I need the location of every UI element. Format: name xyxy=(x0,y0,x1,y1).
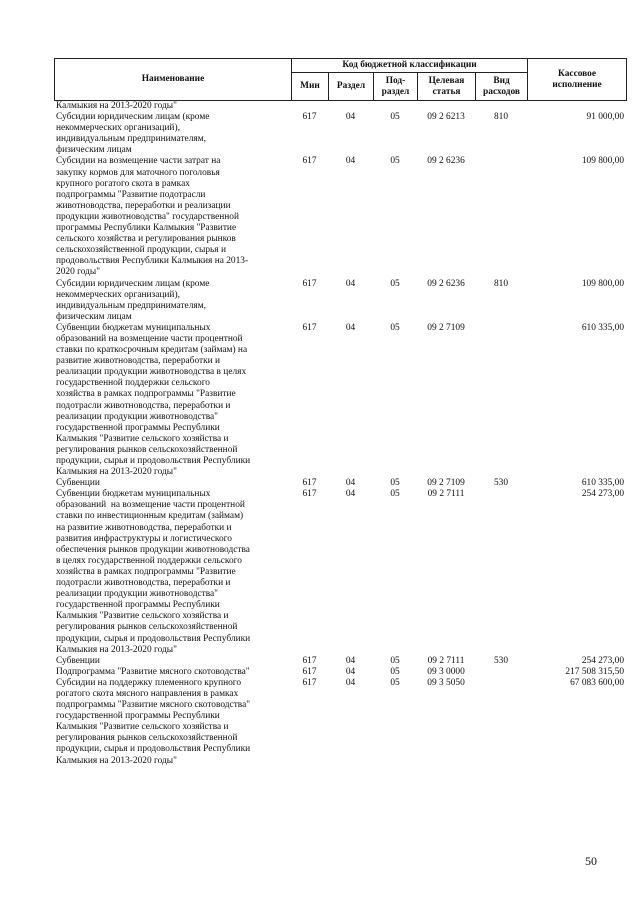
row-min: 617 xyxy=(302,666,317,677)
row-name: Субсидии юридическим лицам (кроме некоммерческих организаций), индивидуальным предпринимателям, физическим лицам xyxy=(56,112,210,156)
row-amount: 610 335,00 xyxy=(581,478,624,489)
row-razdel: 04 xyxy=(345,156,356,167)
row-celevaya: 09 3 5050 xyxy=(427,677,465,688)
row-celevaya: 09 2 6236 xyxy=(427,278,465,289)
row-name: Субвенции бюджетам муниципальных образований на возмещение части процентной ставки по краткосрочным кредитам (займам) на развитие животноводства, переработки и реализации продукции животноводства в целях государственной поддержки сельского хозяйства в рамках подпрограммы "Развитие подотрасли животноводства, переработки и реализации продукции животноводства" государственной программы Республики Калмыкия "Развитие сельского хозяйства и регулирования рынков сельскохозяйственной продукции, сырья и продовольствия Республики Калмыкия на 2013-2020 годы" xyxy=(56,322,251,478)
row-amount: 91 000,00 xyxy=(586,112,624,123)
row-celevaya: 09 2 6236 xyxy=(427,156,465,167)
row-vid: 810 xyxy=(493,112,509,123)
row-amount: 109 800,00 xyxy=(581,156,624,167)
row-name: Калмыкия на 2013-2020 годы" xyxy=(56,101,177,111)
row-min: 617 xyxy=(302,489,317,500)
row-vid: 530 xyxy=(493,478,509,489)
row-min: 617 xyxy=(302,278,317,289)
row-vid: 810 xyxy=(493,278,509,289)
page-number: 50 xyxy=(585,854,597,868)
table-body xyxy=(54,101,626,767)
header-celevaya: Целевая статья xyxy=(418,73,476,101)
table-row xyxy=(54,279,626,323)
row-podrazdel: 05 xyxy=(390,112,400,123)
header-min: Мин xyxy=(292,73,329,101)
table-row xyxy=(54,667,626,678)
row-name: Субвенции бюджетам муниципальных образований на возмещение части процентной ставки по инвестиционным кредитам (займам) на развитие животноводства, переработки и развития инфраструктуры и логистического обеспечения рынков продукции животноводства в целях государственной поддержки сельского хозяйства в рамках подпрограммы "Развитие подотрасли животноводства, переработки и реализации продукции животноводства" государственной программы Республики Калмыкия "Развитие сельского хозяйства и регулирования рынков сельскохозяйственной продукции, сырья и продовольствия Республики Калмыкия на 2013-2020 годы" xyxy=(56,489,251,655)
row-min: 617 xyxy=(302,478,317,489)
header-razdel: Раздел xyxy=(329,73,374,101)
header-code-group: Код бюджетной классификации xyxy=(292,59,528,73)
row-celevaya: 09 2 7111 xyxy=(427,655,465,666)
row-razdel: 04 xyxy=(345,677,356,688)
row-amount: 67 083 600,00 xyxy=(570,677,624,688)
row-podrazdel: 05 xyxy=(390,322,400,333)
row-min: 617 xyxy=(302,322,317,333)
table-row xyxy=(54,101,626,112)
row-min: 617 xyxy=(302,655,317,666)
row-razdel: 04 xyxy=(345,322,356,333)
row-podrazdel: 05 xyxy=(390,489,400,500)
row-amount: 217 508 315,50 xyxy=(565,666,624,677)
row-amount: 254 273,00 xyxy=(581,489,624,500)
row-podrazdel: 05 xyxy=(390,677,400,688)
row-amount: 254 273,00 xyxy=(581,655,624,666)
row-celevaya: 09 2 7111 xyxy=(427,489,465,500)
row-min: 617 xyxy=(302,677,317,688)
budget-table xyxy=(54,58,626,767)
row-podrazdel: 05 xyxy=(390,156,400,167)
row-amount: 109 800,00 xyxy=(581,278,624,289)
row-podrazdel: 05 xyxy=(390,655,400,666)
row-name: Субсидии юридическим лицам (кроме некоммерческих организаций), индивидуальным предпринимателям, физическим лицам xyxy=(56,278,210,322)
table-row xyxy=(54,678,626,767)
row-name: Субсидии на возмещение части затрат на закупку кормов для маточного поголовья крупного рогатого скота в рамках подпрограммы "Развитие подотрасли животноводства, переработки и реализации продукции животноводства" государственной программы Республики Калмыкия "Развитие сельского хозяйства и регулирования рынков сельскохозяйственной продукции, сырья и продовольствия Республики Калмыкия на 2013- 2020 годы" xyxy=(56,156,249,278)
row-name: Субвенции xyxy=(56,478,100,489)
row-celevaya: 09 2 7109 xyxy=(427,478,465,489)
header-podrazdel: Под- раздел xyxy=(374,73,418,101)
table-row xyxy=(54,156,626,278)
table-row xyxy=(54,489,626,655)
row-vid: 530 xyxy=(493,655,509,666)
header-kassa: Кассовое исполнение xyxy=(528,59,627,101)
table-row xyxy=(54,478,626,489)
row-podrazdel: 05 xyxy=(390,478,400,489)
row-razdel: 04 xyxy=(345,666,356,677)
row-celevaya: 09 2 7109 xyxy=(427,322,465,333)
row-min: 617 xyxy=(302,156,317,167)
row-razdel: 04 xyxy=(345,655,356,666)
row-razdel: 04 xyxy=(345,478,356,489)
table-row xyxy=(54,656,626,667)
row-razdel: 04 xyxy=(345,112,356,123)
row-amount: 610 335,00 xyxy=(581,322,624,333)
row-name: Субвенции xyxy=(56,655,100,666)
header-vid: Вид расходов xyxy=(476,73,528,101)
row-podrazdel: 05 xyxy=(390,666,400,677)
row-podrazdel: 05 xyxy=(390,278,400,289)
row-razdel: 04 xyxy=(345,278,356,289)
row-min: 617 xyxy=(302,112,317,123)
row-celevaya: 09 2 6213 xyxy=(427,112,465,123)
header-name: Наименование xyxy=(55,59,292,101)
table-header xyxy=(54,58,627,101)
row-razdel: 04 xyxy=(345,489,356,500)
table-row xyxy=(54,112,626,156)
table-row xyxy=(54,323,626,478)
row-name: Подпрограмма "Развитие мясного скотоводства" xyxy=(56,666,250,677)
row-name: Субсидии на поддержку племенного крупного рогатого скота мясного направления в рамках подпрограммы "Развитие мясного скотоводства" государственной программы Республики Калмыкия "Развитие сельского хозяйства и регулирования рынков сельскохозяйственной продукции, сырья и продовольствия Республики Калмыкия на 2013-2020 годы" xyxy=(56,677,251,766)
row-celevaya: 09 3 0000 xyxy=(427,666,465,677)
